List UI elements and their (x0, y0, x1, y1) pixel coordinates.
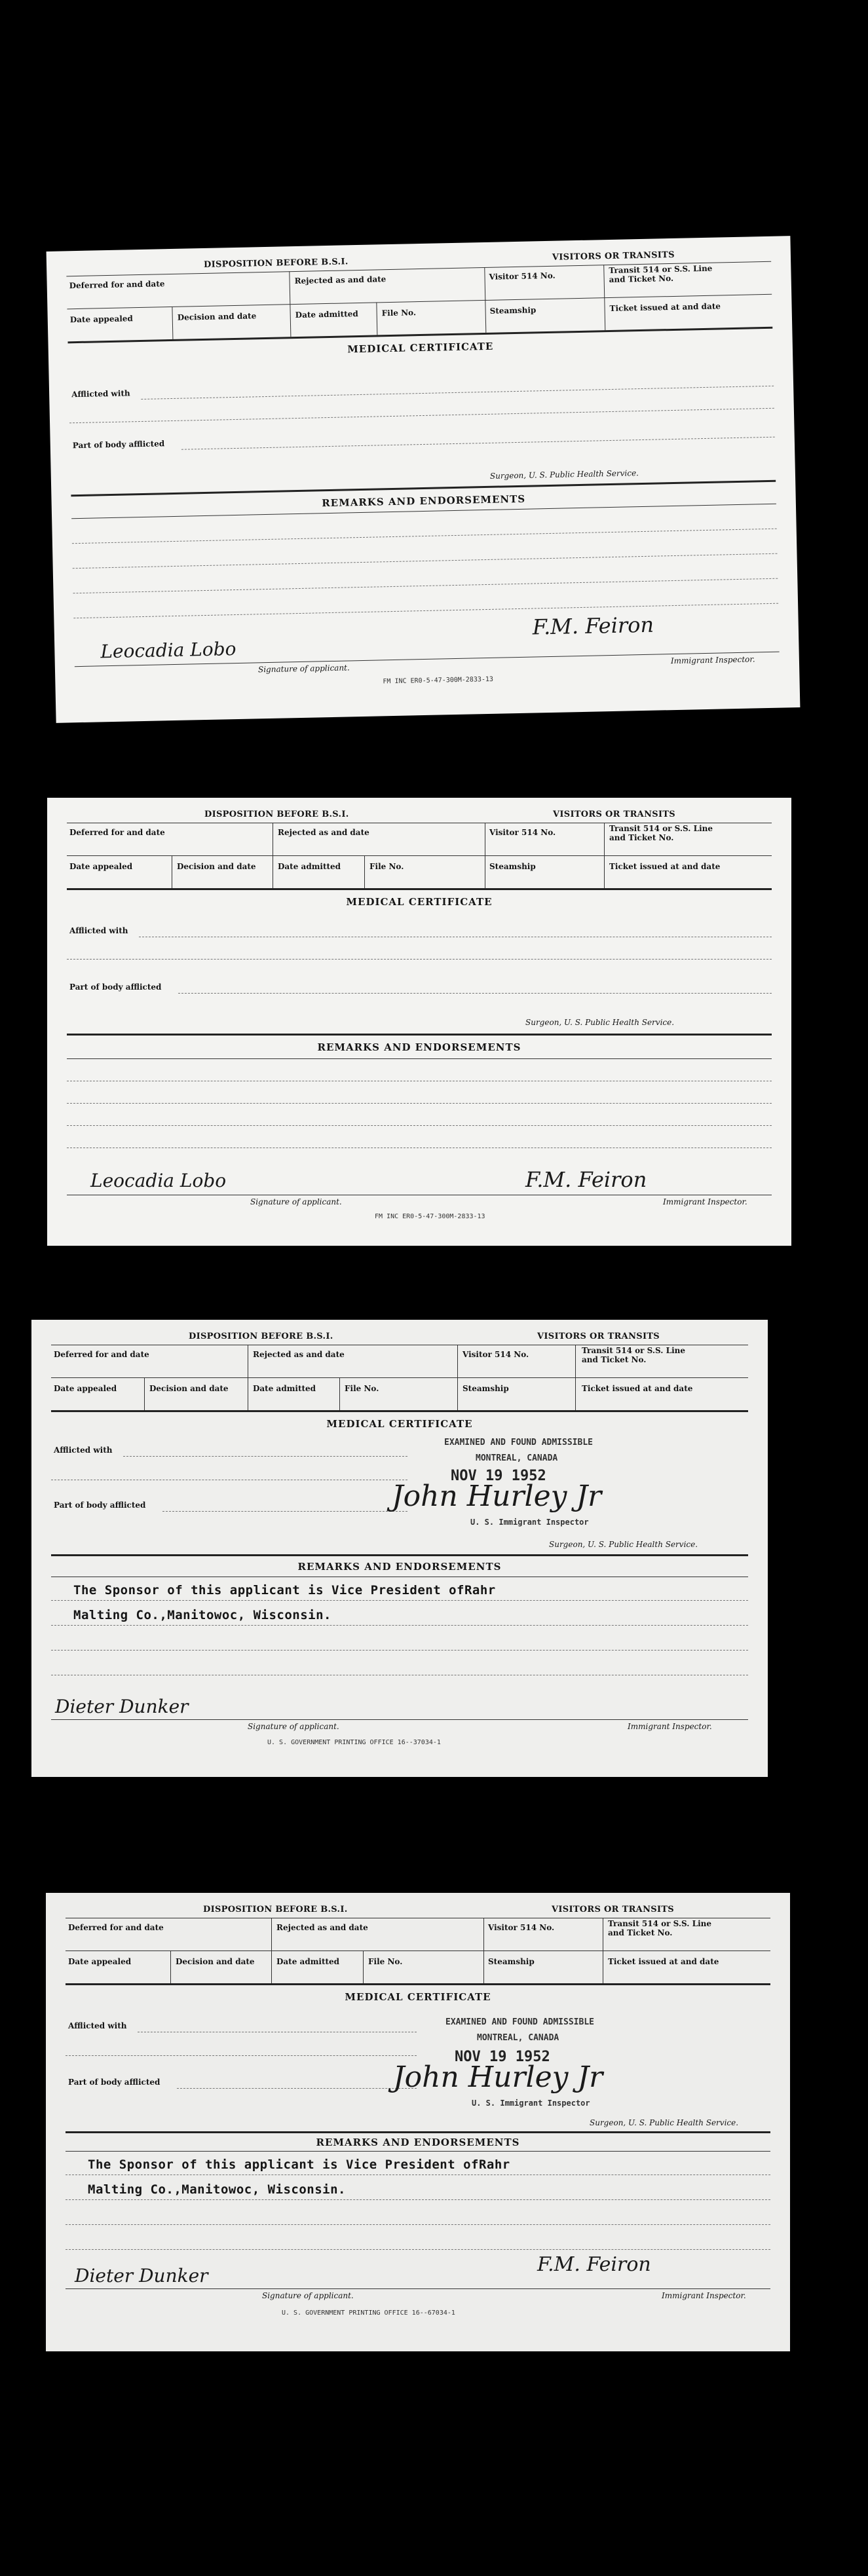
part-body-label: Part of body afflicted (69, 982, 162, 992)
file-no-label: File No. (369, 862, 404, 871)
afflicted-label: Afflicted with (71, 388, 130, 400)
decision-label: Decision and date (177, 862, 256, 871)
disposition-header: DISPOSITION BEFORE B.S.I. (204, 810, 349, 819)
rule (51, 1410, 748, 1412)
applicant-signature: Leocadia Lobo (90, 1170, 227, 1191)
steamship-label: Steamship (489, 862, 536, 871)
divider (289, 271, 290, 304)
medical-certificate-heading: MEDICAL CERTIFICATE (346, 896, 493, 908)
applicant-signature: Dieter Dunker (75, 2265, 208, 2287)
signature-of-applicant-label: Signature of applicant. (257, 663, 350, 675)
fill-line (69, 408, 774, 424)
rule (67, 300, 486, 309)
visitors-header: VISITORS OR TRANSITS (553, 810, 675, 819)
signature-of-applicant-label: Signature of applicant. (248, 1722, 339, 1731)
ticket-label: Ticket issued at and date (582, 1384, 693, 1393)
decision-label: Decision and date (176, 1957, 255, 1966)
fill-line (177, 2088, 417, 2089)
deferred-label: Deferred for and date (69, 279, 165, 291)
surgeon-label: Surgeon, U. S. Public Health Service. (549, 1540, 698, 1549)
divider (144, 1377, 145, 1410)
fill-line (66, 2199, 770, 2200)
fill-line (73, 553, 778, 569)
rule (66, 2131, 770, 2133)
date-admitted-label: Date admitted (276, 1957, 340, 1966)
disposition-header: DISPOSITION BEFORE B.S.I. (203, 1905, 348, 1914)
print-code: U. S. GOVERNMENT PRINTING OFFICE 16--37034-1 (267, 1739, 441, 1746)
fill-line (181, 437, 775, 450)
admission-stamp-line2: MONTREAL, CANADA (476, 1453, 558, 1463)
fill-line (162, 1511, 407, 1512)
date-appealed-label: Date appealed (69, 314, 133, 325)
signature-of-applicant-label: Signature of applicant. (250, 1197, 342, 1206)
applicant-signature: Leocadia Lobo (100, 638, 236, 663)
transit514-label: Transit 514 or S.S. Line (608, 1919, 712, 1928)
divider (364, 855, 365, 888)
remarks-heading: REMARKS AND ENDORSEMENTS (317, 1041, 521, 1053)
fill-line (66, 2224, 770, 2225)
divider (339, 1377, 340, 1410)
ticket-label: Ticket issued at and date (609, 301, 721, 313)
rule (66, 1983, 770, 1985)
deferred-label: Deferred for and date (68, 1923, 164, 1932)
fill-line (178, 993, 772, 994)
divider (271, 1918, 272, 1951)
disposition-header: DISPOSITION BEFORE B.S.I. (203, 257, 349, 270)
fill-line (66, 2055, 417, 2056)
fill-line (123, 1456, 407, 1457)
card-form (67, 798, 772, 1246)
fill-line (72, 529, 777, 544)
card-form (66, 236, 781, 722)
remarks-typed-line1: The Sponsor of this applicant is Vice President ofRahr (88, 2157, 510, 2172)
transit514-label: Transit 514 or S.S. Line (609, 263, 713, 275)
admission-stamp-line1: EXAMINED AND FOUND ADMISSIBLE (444, 1438, 593, 1447)
remarks-heading: REMARKS AND ENDORSEMENTS (322, 493, 526, 510)
divider (363, 1951, 364, 1983)
file-no-label: File No. (368, 1957, 403, 1966)
afflicted-label: Afflicted with (54, 1446, 113, 1455)
ticket-label: Ticket issued at and date (608, 1957, 719, 1966)
card-form (51, 1320, 748, 1777)
inspection-card-2 (47, 798, 791, 1246)
remarks-heading: REMARKS AND ENDORSEMENTS (316, 2137, 520, 2148)
date-appealed-label: Date appealed (54, 1384, 117, 1393)
medical-certificate-heading: MEDICAL CERTIFICATE (345, 1991, 491, 2003)
rejected-label: Rejected as and date (278, 828, 369, 837)
rule (51, 1719, 748, 1720)
rejected-label: Rejected as and date (253, 1350, 345, 1359)
inspection-card-1 (47, 236, 801, 723)
print-code: FM INC ER0-5-47-300M-2833-13 (375, 1213, 485, 1220)
deferred-label: Deferred for and date (69, 828, 165, 837)
rule (67, 855, 772, 856)
stamp-signature: John Hurley Jr (392, 1480, 602, 1513)
print-code: FM INC ER0-5-47-300M-2833-13 (383, 675, 494, 686)
part-body-label: Part of body afflicted (54, 1501, 146, 1510)
file-no-label: File No. (345, 1384, 379, 1393)
inspector-signature: F.M. Feiron (525, 1167, 647, 1192)
card-form (66, 1893, 770, 2351)
rejected-label: Rejected as and date (276, 1923, 368, 1932)
ticket-label: Ticket issued at and date (609, 862, 721, 871)
transit514-label: Transit 514 or S.S. Line (609, 824, 713, 833)
afflicted-label: Afflicted with (69, 926, 128, 935)
fill-line (51, 1650, 748, 1651)
medical-certificate-heading: MEDICAL CERTIFICATE (326, 1418, 473, 1430)
transit514-label-2: and Ticket No. (608, 1928, 673, 1937)
steamship-label: Steamship (462, 1384, 509, 1393)
remarks-typed-line1: The Sponsor of this applicant is Vice President ofRahr (73, 1583, 496, 1597)
immigrant-inspector-label: Immigrant Inspector. (670, 654, 755, 666)
immigrant-inspector-label: Immigrant Inspector. (662, 2291, 746, 2300)
visitor514-label: Visitor 514 No. (462, 1350, 529, 1359)
disposition-header: DISPOSITION BEFORE B.S.I. (189, 1332, 333, 1341)
surgeon-label: Surgeon, U. S. Public Health Service. (525, 1018, 675, 1027)
rule (67, 888, 772, 890)
decision-label: Decision and date (149, 1384, 229, 1393)
date-admitted-label: Date admitted (278, 862, 341, 871)
part-body-label: Part of body afflicted (68, 2078, 160, 2087)
print-code: U. S. GOVERNMENT PRINTING OFFICE 16--67034-1 (282, 2309, 455, 2317)
inspector-signature: F.M. Feiron (537, 2253, 651, 2276)
divider (170, 1951, 171, 1983)
visitor514-label: Visitor 514 No. (488, 1923, 555, 1932)
rule (485, 294, 772, 301)
afflicted-label: Afflicted with (68, 2021, 127, 2030)
fill-line (51, 1600, 748, 1601)
decision-label: Decision and date (177, 311, 257, 322)
rule (67, 1058, 772, 1059)
admission-stamp-date: NOV 19 1952 (451, 1468, 546, 1484)
rule (66, 2288, 770, 2289)
transit514-label-2: and Ticket No. (582, 1355, 647, 1364)
stamp-signature: John Hurley Jr (393, 2061, 603, 2094)
fill-line (73, 578, 778, 594)
steamship-label: Steamship (488, 1957, 535, 1966)
admission-stamp-line2: MONTREAL, CANADA (477, 2033, 559, 2043)
inspection-card-4 (46, 1893, 790, 2351)
steamship-label: Steamship (489, 305, 537, 316)
admission-stamp-line1: EXAMINED AND FOUND ADMISSIBLE (445, 2017, 594, 2027)
deferred-label: Deferred for and date (54, 1350, 149, 1359)
admission-stamp-date: NOV 19 1952 (455, 2049, 550, 2065)
file-no-label: File No. (381, 308, 417, 318)
visitors-header: VISITORS OR TRANSITS (537, 1332, 660, 1341)
fill-line (73, 603, 778, 619)
date-appealed-label: Date appealed (69, 862, 133, 871)
transit514-label-2: and Ticket No. (609, 833, 674, 842)
rejected-label: Rejected as and date (294, 274, 387, 286)
visitors-header: VISITORS OR TRANSITS (552, 250, 675, 263)
part-body-label: Part of body afflicted (72, 439, 165, 451)
rule (51, 1554, 748, 1556)
inspector-signature: F.M. Feiron (532, 612, 654, 640)
remarks-typed-line2: Malting Co.,Manitowoc, Wisconsin. (73, 1608, 331, 1622)
remarks-typed-line2: Malting Co.,Manitowoc, Wisconsin. (88, 2182, 346, 2197)
rule (51, 1377, 748, 1378)
transit514-label-2: and Ticket No. (609, 273, 674, 284)
medical-certificate-heading: MEDICAL CERTIFICATE (347, 340, 494, 356)
fill-line (67, 1103, 772, 1104)
immigrant-inspector-label: Immigrant Inspector. (628, 1722, 712, 1731)
surgeon-label: Surgeon, U. S. Public Health Service. (489, 468, 639, 481)
inspection-card-3 (31, 1320, 768, 1777)
applicant-signature: Dieter Dunker (55, 1696, 189, 1717)
fill-line (141, 386, 774, 400)
rule (67, 1034, 772, 1036)
visitors-header: VISITORS OR TRANSITS (552, 1905, 674, 1914)
visitor514-label: Visitor 514 No. (489, 271, 556, 282)
divider (271, 1951, 272, 1983)
divider (172, 307, 173, 339)
remarks-heading: REMARKS AND ENDORSEMENTS (297, 1561, 502, 1573)
surgeon-label: Surgeon, U. S. Public Health Service. (590, 2118, 739, 2127)
date-appealed-label: Date appealed (68, 1957, 132, 1966)
signature-of-applicant-label: Signature of applicant. (262, 2291, 354, 2300)
admission-stamp-official: U. S. Immigrant Inspector (472, 2099, 590, 2108)
fill-line (66, 2249, 770, 2250)
fill-line (67, 959, 772, 960)
fill-line (51, 1625, 748, 1626)
divider (376, 302, 377, 335)
transit514-label: Transit 514 or S.S. Line (582, 1346, 686, 1355)
divider (290, 304, 291, 337)
date-admitted-label: Date admitted (295, 309, 358, 320)
date-admitted-label: Date admitted (253, 1384, 316, 1393)
fill-line (67, 1125, 772, 1126)
visitor514-label: Visitor 514 No. (489, 828, 556, 837)
admission-stamp-official: U. S. Immigrant Inspector (470, 1518, 589, 1527)
rule (66, 2151, 770, 2152)
immigrant-inspector-label: Immigrant Inspector. (663, 1197, 747, 1206)
